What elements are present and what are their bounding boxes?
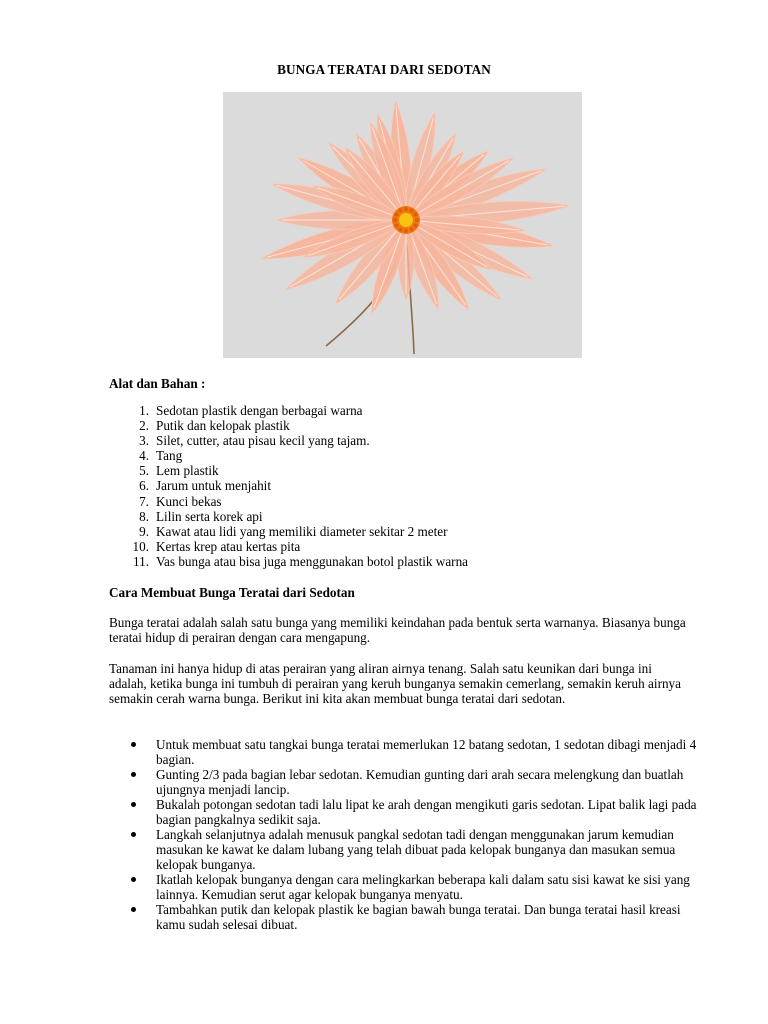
bullet-icon bbox=[131, 832, 136, 837]
tool-list-item bbox=[109, 478, 468, 493]
tool-list-item bbox=[109, 494, 468, 509]
list-number: 10. bbox=[132, 538, 149, 554]
step-list-item bbox=[109, 872, 699, 902]
tool-text: Silet, cutter, atau pisau kecil yang tajam. bbox=[156, 433, 370, 449]
step-text: Ikatlah kelopak bunganya dengan cara melingkarkan beberapa kali dalam satu sisi kawat ke sisi yang lainnya. Kemudian serut agar kelopak bunganya menyatu. bbox=[156, 872, 690, 902]
tool-list-item bbox=[109, 539, 468, 554]
list-number: 2. bbox=[139, 418, 149, 434]
tool-text: Kawat atau lidi yang memiliki diameter sekitar 2 meter bbox=[156, 523, 448, 539]
tool-list-item bbox=[109, 403, 468, 418]
list-number: 9. bbox=[139, 523, 149, 539]
lotus-flower-photo bbox=[223, 92, 582, 358]
tools-list bbox=[109, 403, 468, 569]
step-list-item bbox=[109, 827, 699, 872]
list-number: 8. bbox=[139, 508, 149, 524]
intro-paragraph: Bunga teratai adalah salah satu bunga yang memiliki keindahan pada bentuk serta warnanya. Biasanya bunga teratai hidup di perairan dengan cara mengapung. bbox=[109, 615, 686, 645]
tool-list-item bbox=[109, 554, 468, 569]
page-title: BUNGA TERATAI DARI SEDOTAN bbox=[277, 62, 491, 77]
tool-text: Sedotan plastik dengan berbagai warna bbox=[156, 403, 363, 418]
tool-list-item bbox=[109, 418, 468, 433]
tool-text: Kertas krep atau kertas pita bbox=[156, 538, 301, 554]
tools-heading: Alat dan Bahan : bbox=[109, 376, 206, 391]
list-number: 5. bbox=[139, 463, 149, 479]
bullet-icon bbox=[131, 742, 136, 747]
tool-text: Jarum untuk menjahit bbox=[156, 478, 272, 494]
step-list-item bbox=[109, 902, 699, 932]
tool-text: Lilin serta korek api bbox=[156, 508, 263, 524]
flower-illustration bbox=[223, 92, 582, 358]
bullet-icon bbox=[131, 772, 136, 777]
steps-list bbox=[109, 737, 699, 932]
tool-list-item bbox=[109, 448, 468, 463]
tool-text: Tang bbox=[156, 448, 183, 464]
list-number: 3. bbox=[139, 433, 149, 449]
bullet-icon bbox=[131, 877, 136, 882]
method-heading: Cara Membuat Bunga Teratai dari Sedotan bbox=[109, 585, 355, 600]
list-number: 1. bbox=[139, 403, 149, 418]
bullet-icon bbox=[131, 802, 136, 807]
tool-list-item bbox=[109, 433, 468, 448]
list-number: 4. bbox=[139, 448, 149, 464]
list-number: 7. bbox=[139, 493, 149, 509]
list-number: 11. bbox=[133, 553, 149, 569]
tool-list-item bbox=[109, 463, 468, 478]
step-text: Bukalah potongan sedotan tadi lalu lipat ke arah dengan mengikuti garis sedotan. Lipat balik lagi pada bagian pangkalnya sedikit saja. bbox=[156, 797, 697, 827]
tool-text: Putik dan kelopak plastik bbox=[156, 418, 290, 434]
step-list-item bbox=[109, 737, 699, 767]
step-list-item bbox=[109, 767, 699, 797]
step-text: Tambahkan putik dan kelopak plastik ke bagian bawah bunga teratai. Dan bunga teratai hasil kreasi kamu sudah selesai dibuat. bbox=[156, 902, 681, 932]
tool-text: Kunci bekas bbox=[156, 493, 222, 509]
description-paragraph: Tanaman ini hanya hidup di atas perairan yang aliran airnya tenang. Salah satu keunikan dari bunga ini adalah, ketika bunga ini tumbuh di perairan yang keruh bunganya semakin cemerlang, semakin keruh airnya semakin cerah warna bunga. Berikut ini kita akan membuat bunga teratai dari sedotan. bbox=[109, 661, 681, 706]
step-text: Gunting 2/3 pada bagian lebar sedotan. Kemudian gunting dari arah secara melengkung dan buatlah ujungnya menjadi lancip. bbox=[156, 767, 684, 797]
tool-text: Vas bunga atau bisa juga menggunakan botol plastik warna bbox=[156, 553, 469, 569]
step-list-item bbox=[109, 797, 699, 827]
step-text: Langkah selanjutnya adalah menusuk pangkal sedotan tadi dengan menggunakan jarum kemudian masukan ke kawat ke dalam lubang yang telah dibuat pada kelopak bunganya dan masukan semua kelopak bunganya. bbox=[156, 827, 676, 872]
tool-list-item bbox=[109, 509, 468, 524]
tool-list-item bbox=[109, 524, 468, 539]
step-text: Untuk membuat satu tangkai bunga teratai memerlukan 12 batang sedotan, 1 sedotan dibagi menjadi 4 bagian. bbox=[156, 737, 697, 767]
tool-text: Lem plastik bbox=[156, 463, 219, 479]
list-number: 6. bbox=[139, 478, 149, 494]
bullet-icon bbox=[131, 907, 136, 912]
